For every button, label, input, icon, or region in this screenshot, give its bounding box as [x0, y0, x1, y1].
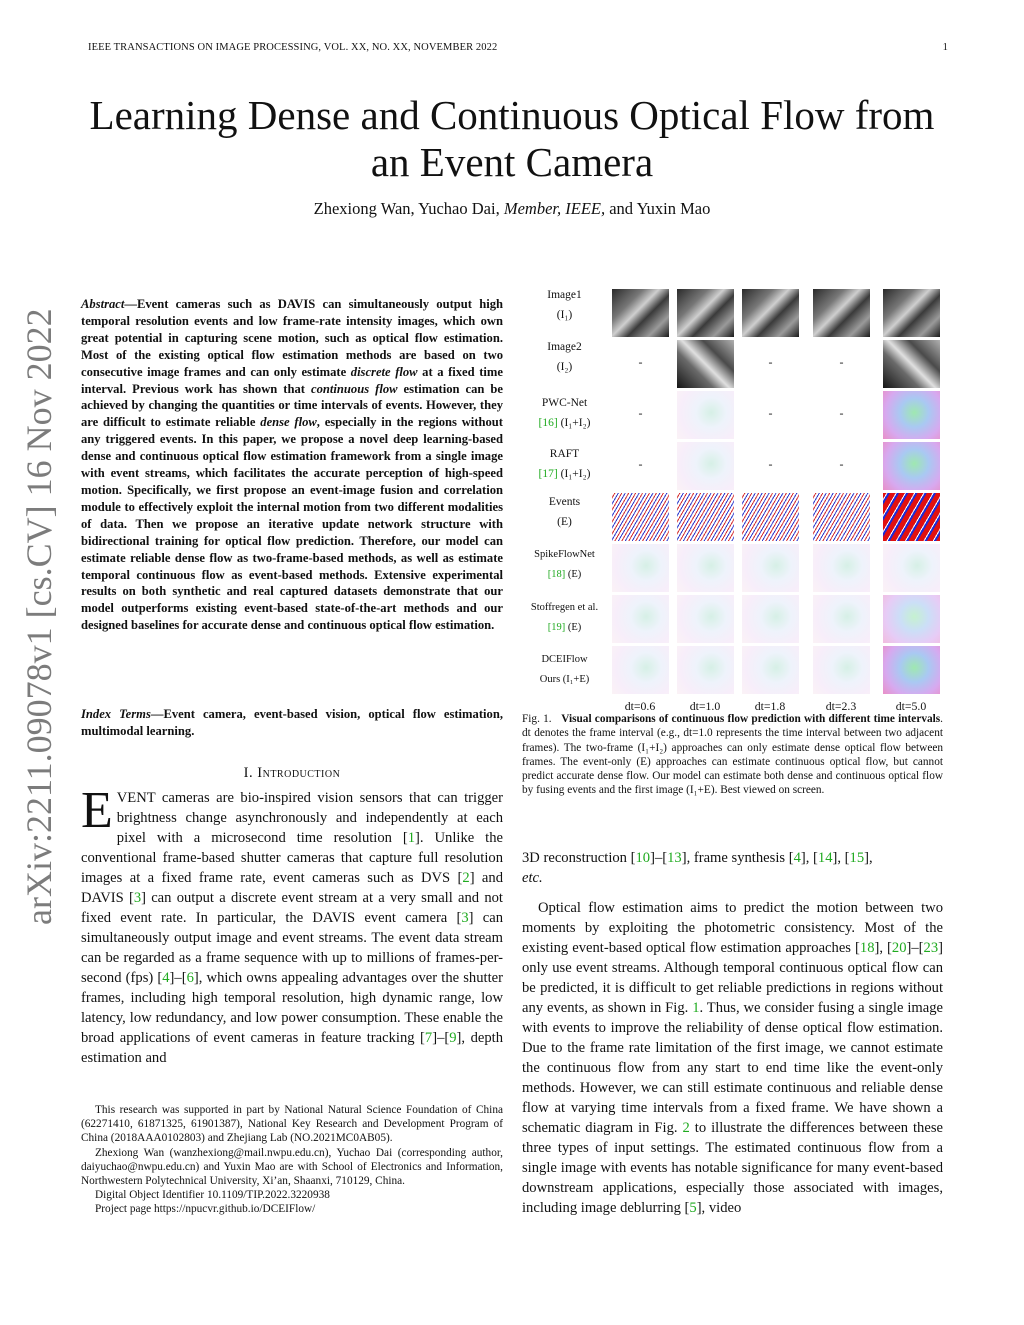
- intro-text: VENT cameras are bio-inspired vision sensors that can trigger brightness change asynchronously and independently at each pixel with a microsecond time resolution [: [116, 790, 503, 846]
- abstract-label: Abstract: [81, 297, 125, 311]
- flow-thumbnail: [742, 646, 799, 694]
- title-line-1: Learning Dense and Continuous Optical Flow from: [89, 92, 935, 138]
- running-header: [88, 42, 948, 53]
- citation-link[interactable]: 13: [667, 850, 682, 866]
- body-text: Optical flow estimation aims to predict the motion between two moments by exploiting the photometric consistency. Most of the existing event-based optical flow estimation approaches [: [522, 900, 943, 956]
- missing-result-dash: -: [638, 457, 643, 471]
- fig-row-label: SpikeFlowNet [18] (E): [522, 545, 607, 585]
- page-number: 1: [942, 42, 948, 53]
- time-interval-label: dt=0.6: [624, 699, 656, 713]
- missing-result-dash: -: [638, 355, 643, 369]
- fig-row-label-line: (I₂): [556, 361, 573, 373]
- paper-title: [40, 92, 984, 186]
- body-text: ] only use event streams. Although temporal continuous optical flow can be predicted, it is difficult to get reliable predictions in regions without any events, as shown in Fig.: [522, 940, 943, 1016]
- author-names: Zhexiong Wan, Yuchao Dai,: [313, 199, 500, 218]
- flow-thumbnail: [883, 646, 940, 694]
- flow-thumbnail: [677, 391, 734, 439]
- intro-text: ], which owns appealing advantages over the shutter frames, including high temporal resolution, high dynamic range, low latency, low redundancy, and low power consumption. These enable the broad applications of event cameras in feature tracking [: [81, 970, 503, 1046]
- arxiv-stamp[interactable]: arXiv:2211.09078v1 [cs.CV] 16 Nov 2022: [19, 308, 59, 925]
- events-thumbnail: [677, 493, 734, 541]
- fig-row-label-line: Stoffregen et al.: [530, 602, 599, 613]
- index-terms-text: —Event camera, event-based vision, optical flow estimation, multimodal learning.: [81, 707, 503, 738]
- image2-thumbnail: [883, 340, 940, 388]
- right-column-text: [522, 848, 943, 1218]
- fig-row-label: PWC-Net [16] (I₁+I₂): [522, 393, 607, 433]
- intro-text: ]–[: [169, 970, 187, 986]
- citation-link[interactable]: 17: [542, 468, 554, 480]
- citation-link[interactable]: 10: [635, 850, 651, 866]
- citation-link[interactable]: 9: [449, 1030, 457, 1046]
- missing-result-dash: -: [768, 457, 773, 471]
- citation-link[interactable]: 15: [849, 850, 865, 866]
- footnote-doi: Digital Object Identifier 10.1109/TIP.2022.3220938: [95, 1189, 330, 1202]
- author-last: and Yuxin Mao: [609, 199, 711, 218]
- intro-paragraph: [81, 782, 503, 1068]
- section-title: Introduction: [257, 765, 341, 781]
- citation-link[interactable]: 20: [891, 940, 907, 956]
- footnotes: [81, 1103, 503, 1217]
- citation-link[interactable]: 1: [407, 830, 416, 846]
- fig-row-label: [522, 650, 607, 690]
- abstract-em-1: discrete flow: [350, 364, 418, 379]
- footnote-funding: This research was supported in part by National Natural Science Foundation of China (62271410, 61871325, 61901387), National Key Research and Development Program of China (2018AAA0102803) and Zhejiang Lab (NO.2021MC0AB05).: [81, 1104, 503, 1145]
- citation-link[interactable]: 5: [689, 1200, 697, 1216]
- fig-row-label-line: Ours (I₁+E): [539, 674, 590, 685]
- image1-thumbnail: [612, 289, 669, 337]
- body-text: ]–[: [650, 850, 668, 866]
- body-text: ], [: [800, 850, 818, 866]
- flow-thumbnail: [813, 646, 870, 694]
- fig-row-label-line: (I₁+I₂): [560, 417, 591, 429]
- time-interval-label: dt=1.8: [754, 699, 786, 713]
- body-text: ], frame synthesis [: [681, 850, 794, 866]
- fig-row-label: [522, 492, 607, 532]
- time-interval-label: dt=1.0: [689, 699, 721, 713]
- citation-link[interactable]: 18: [859, 940, 875, 956]
- citation-link[interactable]: 6: [186, 970, 194, 986]
- flow-thumbnail: [883, 544, 940, 592]
- events-thumbnail: [813, 493, 870, 541]
- abstract-text-1: —Event cameras such as DAVIS can simultaneously output high temporal resolution events and low frame-rate intensity images, which own great potential in capturing scene motion, such as optical flow estimation. Most of the existing optical flow estimation methods are based on two consecutive image frames and can only estimate: [81, 297, 503, 379]
- abstract: [81, 296, 503, 634]
- fig-row-label-line: Image1: [547, 289, 582, 301]
- body-text: . Thus, we consider fusing a single image with events to improve the reliability of dense optical flow estimation. Due to the frame rate limitation of the first image, we cannot estimate the continuous flow from any start to end time like the event-only methods. However, we can still estimate continuous and reliable dense flow at varying time intervals from a fixed frame. We have shown a schematic diagram in Fig.: [522, 1000, 943, 1136]
- abstract-em-3: dense flow: [260, 415, 317, 430]
- citation-link[interactable]: 23: [923, 940, 939, 956]
- citation-link[interactable]: 16: [542, 417, 554, 429]
- body-text: 3D reconstruction [: [522, 850, 636, 866]
- intro-text: ]–[: [432, 1030, 450, 1046]
- index-terms-label: Index Terms: [81, 707, 151, 721]
- fig-row-label-line: (E): [557, 516, 572, 528]
- flow-thumbnail: [677, 442, 734, 490]
- paragraph: [522, 848, 943, 888]
- flow-thumbnail: [612, 595, 669, 643]
- events-thumbnail: [742, 493, 799, 541]
- footnote-affiliation: Zhexiong Wan (wanzhexiong@mail.nwpu.edu.cn), Yuchao Dai (corresponding author, daiyuchao@nwpu.edu.cn) and Yuxin Mao are with School of Electronics and Information, Northwestern Polytechnical University, Xi’an, Shaanxi, 710129, China.: [81, 1146, 503, 1188]
- body-text: ]–[: [906, 940, 924, 956]
- time-interval-label: dt=2.3: [825, 699, 857, 713]
- fig-row-label-line: SpikeFlowNet: [534, 549, 595, 560]
- fig-row-label: [522, 285, 607, 325]
- fig-row-label: [522, 337, 607, 377]
- fig-row-label-line: (I₁+I₂): [560, 468, 591, 480]
- index-terms: [81, 706, 503, 740]
- abstract-text-2: at a fixed time interval. Previous work has shown that: [81, 364, 503, 396]
- flow-thumbnail: [742, 595, 799, 643]
- flow-thumbnail: [612, 646, 669, 694]
- fig-row-label: RAFT [17] (I₁+I₂): [522, 444, 607, 484]
- time-interval-label: dt=5.0: [895, 699, 927, 713]
- flow-thumbnail: [677, 595, 734, 643]
- body-text: to illustrate the differences between these three types of input settings. The estimated continuous flow from a single image with events has notable significance for many event-based downstream applications, especially those associated with images, including image deblurring [: [522, 1120, 943, 1216]
- missing-result-dash: -: [839, 355, 844, 369]
- fig-row-label-line: Events: [548, 496, 581, 508]
- caption-label: Fig. 1.: [522, 713, 552, 725]
- flow-thumbnail: [813, 595, 870, 643]
- drop-cap: E: [81, 782, 113, 839]
- abstract-text-3: estimation can be achieved by changing the quantities or time intervals of events. However, they are difficult to estimate reliable: [81, 381, 503, 430]
- fig-row-label-line: DCEIFlow: [541, 654, 588, 665]
- citation-link[interactable]: 18: [551, 569, 562, 580]
- events-thumbnail: [883, 493, 940, 541]
- author-membership: Member, IEEE,: [503, 199, 606, 218]
- image2-thumbnail: [677, 340, 734, 388]
- missing-result-dash: -: [839, 406, 844, 420]
- citation-link[interactable]: 3: [133, 890, 142, 906]
- intro-text: ]. Unlike the conventional frame-based shutter cameras that capture full resolution images at a fixed frame rate, event cameras such as DVS [: [81, 830, 503, 886]
- citation-link[interactable]: 4: [793, 850, 801, 866]
- missing-result-dash: -: [638, 406, 643, 420]
- body-text: ],: [864, 850, 873, 866]
- footnote-project-page: Project page https://npucvr.github.io/DCEIFlow/: [95, 1203, 316, 1216]
- caption-text: . dt denotes the frame interval (e.g., dt=1.0 represents the time interval between two adjacent frames). The two-frame (I₁+I₂) approaches can only estimate dense optical flow between frames. The event-only (E) approaches can estimate continuous optical flow, but cannot predict accurate dense flow. Our model can estimate both dense and continuous optical flow by fusing events and the first image (I₁+E). Best viewed on screen.: [522, 713, 943, 797]
- image1-thumbnail: [813, 289, 870, 337]
- missing-result-dash: -: [768, 355, 773, 369]
- caption-bold: Visual comparisons of continuous flow prediction with different time intervals: [561, 713, 941, 725]
- fig-row-label-line: PWC-Net: [541, 397, 588, 409]
- abstract-em-2: continuous flow: [311, 381, 398, 396]
- flow-thumbnail: [742, 544, 799, 592]
- citation-link[interactable]: 4: [162, 970, 170, 986]
- journal-header: IEEE TRANSACTIONS ON IMAGE PROCESSING, VOL. XX, NO. XX, NOVEMBER 2022: [88, 42, 498, 53]
- flow-thumbnail: [612, 544, 669, 592]
- missing-result-dash: -: [768, 406, 773, 420]
- intro-text: ], depth estimation and: [81, 1030, 503, 1066]
- body-text: ], video: [696, 1200, 742, 1216]
- citation-link[interactable]: 14: [817, 850, 833, 866]
- fig-row-label-line: Image2: [547, 341, 582, 353]
- flow-thumbnail: [813, 544, 870, 592]
- flow-thumbnail: [883, 391, 940, 439]
- citation-link[interactable]: 19: [551, 622, 562, 633]
- image1-thumbnail: [742, 289, 799, 337]
- flow-thumbnail: [677, 646, 734, 694]
- intro-text: ] can output a discrete event stream at a very small and not fixed event rate. In particular, the DAVIS event camera [: [81, 890, 503, 926]
- body-text: ], [: [832, 850, 850, 866]
- fig-row-label: Stoffregen et al. [19] (E): [522, 598, 607, 638]
- fig-row-label-line: RAFT: [549, 448, 580, 460]
- intro-text: ] can simultaneously output image and event streams. The event data stream can be regarded as a frame sequence with up to millions of frames-per-second (fps) [: [81, 910, 503, 986]
- missing-result-dash: -: [839, 457, 844, 471]
- section-heading: [81, 765, 503, 782]
- flow-thumbnail: [677, 544, 734, 592]
- figure-link[interactable]: 1: [692, 1000, 700, 1016]
- fig-row-label-line: (I₁): [556, 309, 573, 321]
- fig-row-label-line: (E): [567, 569, 582, 580]
- events-thumbnail: [612, 493, 669, 541]
- citation-link[interactable]: 7: [424, 1030, 433, 1046]
- author-list: [0, 199, 1024, 219]
- image1-thumbnail: [883, 289, 940, 337]
- flow-thumbnail: [883, 442, 940, 490]
- citation-link[interactable]: 2: [462, 870, 470, 886]
- intro-text: ] and DAVIS [: [81, 870, 503, 906]
- flow-thumbnail: [883, 595, 940, 643]
- body-text: ], [: [874, 940, 892, 956]
- citation-link[interactable]: 3: [461, 910, 469, 926]
- abstract-text-4: , especially in the regions without any triggered events. In this paper, we propose a novel deep learning-based dense and continuous optical flow estimation framework from a single image with event streams, which facilitates the accurate perception of high-speed motion. Specifically, we first propose an event-image fusion and correlation module to effectively exploit the internal motion from two different modalities of data. Then we propose an iterative update network structure with bidirectional training for optical flow prediction. Therefore, our model can estimate reliable dense flow as two-frame-based methods, as well as estimate temporal continuous flow as event-based methods. Extensive experimental results on both synthetic and real captured datasets demonstrate that our model outperforms existing event-based state-of-the-art methods and our designed baselines for accurate dense and continuous optical flow estimation.: [81, 415, 503, 633]
- section-number: I.: [243, 765, 254, 781]
- paragraph: [522, 898, 943, 1218]
- body-text: etc.: [522, 870, 543, 886]
- image1-thumbnail: [677, 289, 734, 337]
- title-line-2: an Event Camera: [370, 139, 654, 185]
- figure-caption: [522, 712, 943, 798]
- figure-link[interactable]: 2: [682, 1120, 690, 1136]
- fig-row-label-line: (E): [567, 622, 582, 633]
